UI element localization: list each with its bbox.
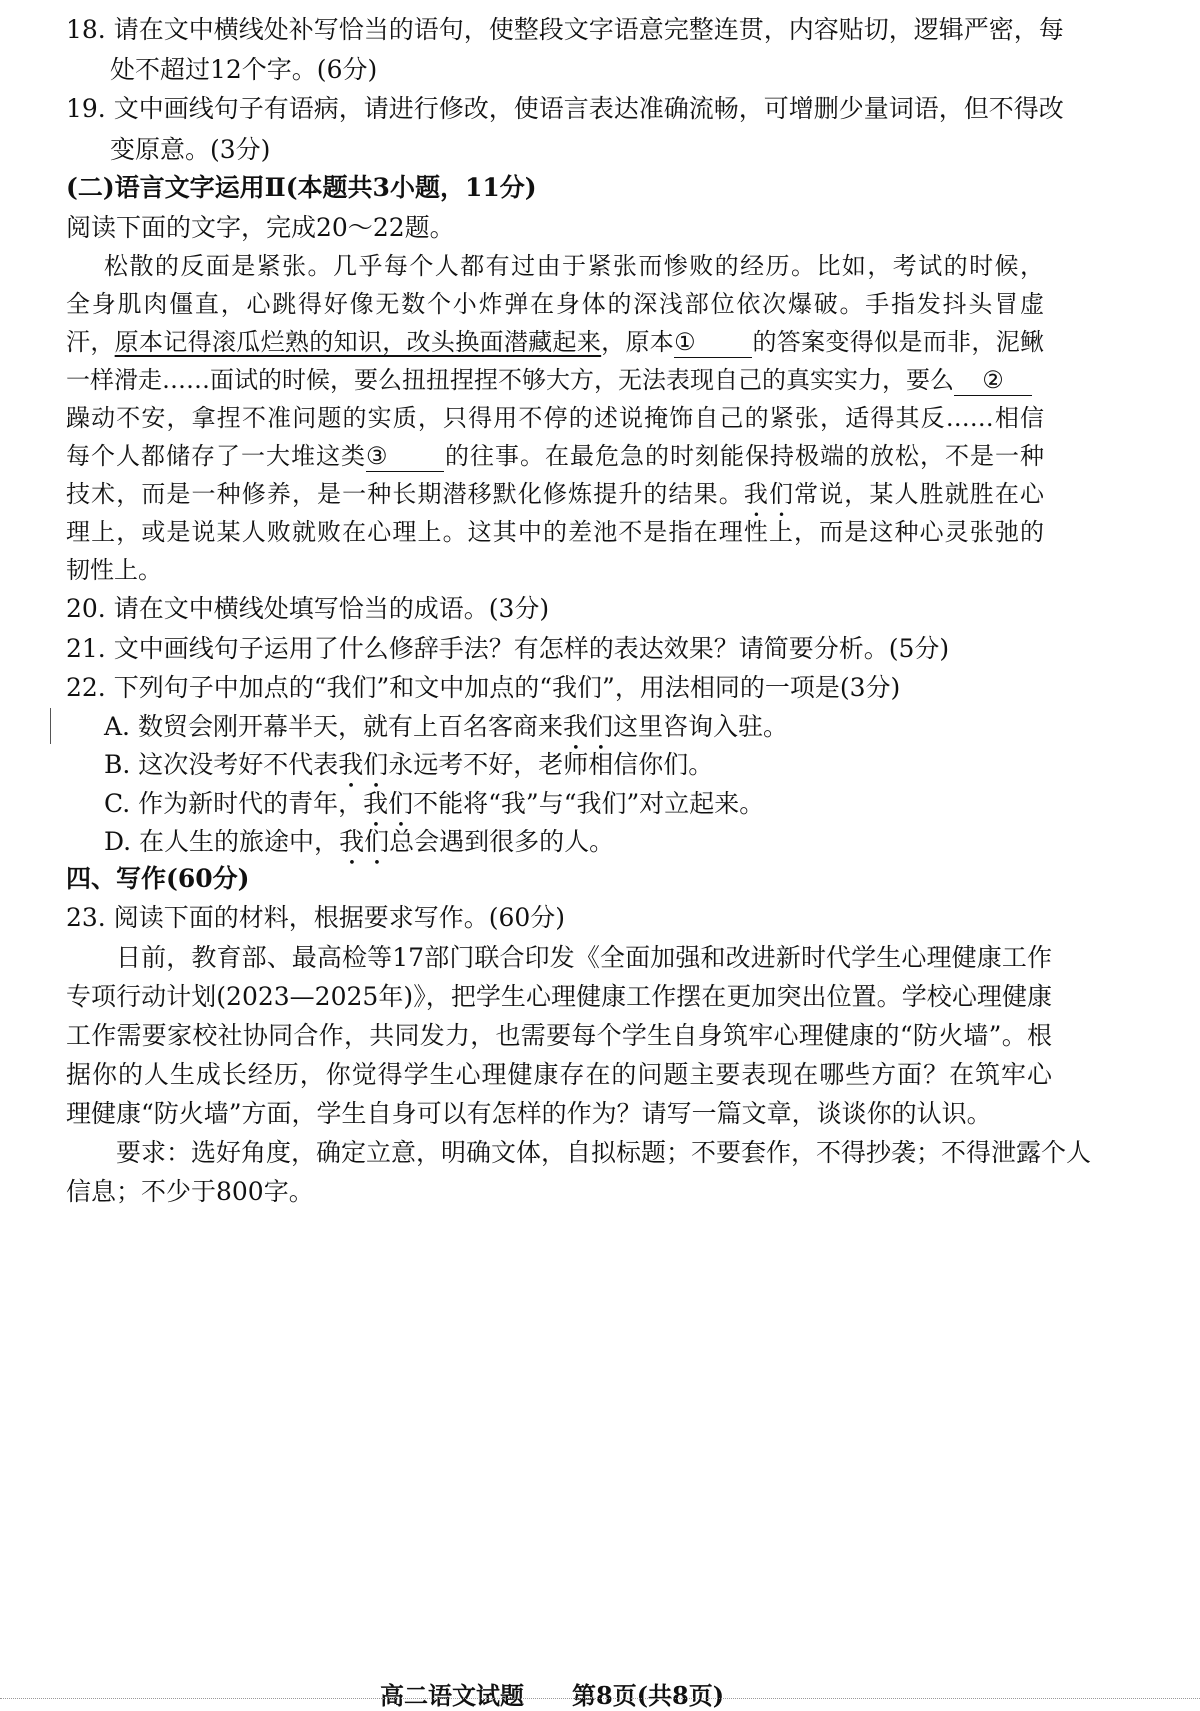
dotted-word: 我们 bbox=[363, 789, 414, 818]
passage-text: ，原本 bbox=[601, 328, 675, 356]
option-text: D. 在人生的旅途中， bbox=[104, 827, 340, 856]
option-text: C. 作为新时代的青年， bbox=[104, 789, 364, 818]
material-line: 日前，教育部、最高检等17部门联合印发《全面加强和改进新时代学生心理健康工作 bbox=[116, 943, 1052, 972]
option-text: 这里咨询入驻。 bbox=[612, 712, 788, 741]
q19-line2: 变原意。(3分) bbox=[110, 135, 271, 164]
q18-line1: 18. 请在文中横线处补写恰当的语句，使整段文字语意完整连贯，内容贴切，逻辑严密，每 bbox=[66, 15, 1064, 44]
dotted-word: 我们 bbox=[338, 750, 389, 779]
option-text: A. 数贸会刚开幕半天，就有上百名客商来 bbox=[104, 712, 563, 741]
material-line: 工作需要家校社协同合作，共同发力，也需要每个学生自身筑牢心理健康的“防火墙”。根 bbox=[66, 1021, 1052, 1050]
requirement-line: 要求：选好角度，确定立意，明确文体，自拟标题；不要套作，不得抄袭；不得泄露个人 bbox=[116, 1138, 1092, 1167]
blank-3: ③ bbox=[366, 441, 444, 472]
section-4-title: 四、写作(60分) bbox=[66, 864, 250, 893]
passage-text: 每个人都储存了一大堆这类 bbox=[66, 442, 366, 470]
passage-line: 理上，或是说某人败就败在心理上。这其中的差池不是指在理性上，而是这种心灵张弛的 bbox=[66, 518, 1044, 546]
dotted-word: 我们 bbox=[743, 480, 795, 508]
q19-line1: 19. 文中画线句子有语病，请进行修改，使语言表达准确流畅，可增删少量词语，但不得改 bbox=[66, 94, 1064, 123]
passage-text: 常说，某人胜就胜在心 bbox=[794, 480, 1045, 508]
dotted-word: 我们 bbox=[562, 712, 613, 741]
passage-text: 一样滑走……面试的时候，要么扭扭捏捏不够大方，无法表现自己的真实实力，要么 bbox=[66, 366, 954, 394]
q18-line2: 处不超过12个字。(6分) bbox=[110, 55, 378, 84]
page-footer: 高二语文试题 第8页(共8页) bbox=[380, 1681, 725, 1710]
option-text: 不能将“我”与“我们”对立起来。 bbox=[413, 789, 765, 818]
material-line: 据你的人生成长经历，你觉得学生心理健康存在的问题主要表现在哪些方面？在筑牢心 bbox=[66, 1060, 1052, 1089]
q23-stem: 23. 阅读下面的材料，根据要求写作。(60分) bbox=[66, 903, 566, 932]
passage-text: 的答案变得似是而非，泥鳅 bbox=[752, 328, 1045, 356]
passage-line: 韧性上。 bbox=[66, 556, 162, 584]
blank-2: ② bbox=[954, 365, 1032, 396]
material-line: 理健康“防火墙”方面，学生自身可以有怎样的作为？请写一篇文章，谈谈你的认识。 bbox=[66, 1099, 992, 1128]
q21: 21. 文中画线句子运用了什么修辞手法？有怎样的表达效果？请简要分析。(5分) bbox=[66, 634, 950, 663]
passage-line: 躁动不安，拿捏不准问题的实质，只得用不停的述说掩饰自己的紧张，适得其反……相信 bbox=[66, 404, 1044, 432]
passage-line bbox=[66, 438, 1044, 474]
dotted-word: 我们 bbox=[339, 827, 390, 856]
passage-line bbox=[66, 362, 1044, 398]
section-2-instruction: 阅读下面的文字，完成20～22题。 bbox=[66, 213, 455, 242]
blank-1: ① bbox=[674, 327, 752, 358]
passage-text: 汗， bbox=[66, 328, 115, 356]
passage-text: 技术，而是一种修养，是一种长期潜移默化修炼提升的结果。 bbox=[66, 480, 744, 508]
section-2-title: (二)语言文字运用Ⅱ(本题共3小题，11分) bbox=[66, 173, 537, 202]
margin-mark bbox=[50, 708, 51, 744]
option-text: 总会遇到很多的人。 bbox=[389, 827, 615, 856]
q22-stem: 22. 下列句子中加点的“我们”和文中加点的“我们”，用法相同的一项是(3分) bbox=[66, 673, 901, 702]
material-line: 专项行动计划(2023—2025年)》，把学生心理健康工作摆在更加突出位置。学校心理健康 bbox=[66, 982, 1052, 1011]
scan-edge-divider bbox=[0, 1698, 1200, 1699]
passage-line bbox=[66, 324, 1044, 360]
passage-line: 松散的反面是紧张。几乎每个人都有过由于紧张而惨败的经历。比如，考试的时候， bbox=[104, 252, 1044, 280]
passage-text: 的往事。在最危急的时刻能保持极端的放松，不是一种 bbox=[444, 442, 1044, 470]
requirement-line: 信息；不少于800字。 bbox=[66, 1177, 314, 1206]
underlined-sentence: 原本记得滚瓜烂熟的知识，改头换面潜藏起来 bbox=[114, 328, 602, 356]
passage-line: 全身肌肉僵直，心跳得好像无数个小炸弹在身体的深浅部位依次爆破。手指发抖头冒虚 bbox=[66, 290, 1044, 318]
option-text: B. 这次没考好不代表 bbox=[104, 750, 339, 779]
option-text: 永远考不好，老师相信你们。 bbox=[388, 750, 714, 779]
q20: 20. 请在文中横线处填写恰当的成语。(3分) bbox=[66, 594, 550, 623]
